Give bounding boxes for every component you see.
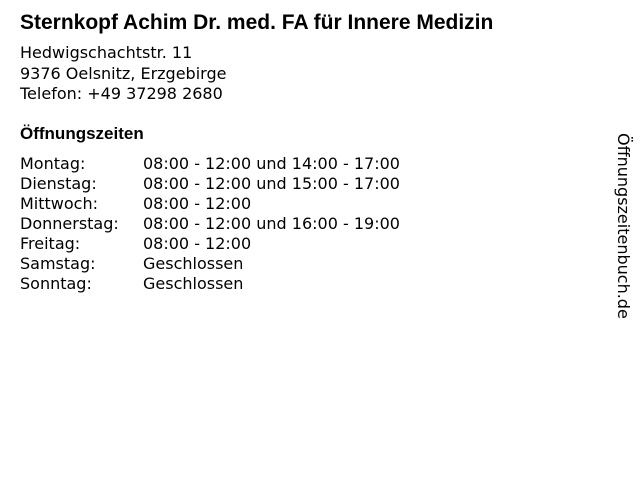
time-value: Geschlossen (143, 254, 244, 273)
business-name: Sternkopf Achim Dr. med. FA für Innere Medizin (20, 11, 494, 34)
day-label: Samstag: (20, 254, 96, 273)
day-label: Freitag: (20, 234, 81, 253)
watermark (612, 133, 634, 363)
day-label: Sonntag: (20, 274, 92, 293)
time-value: 08:00 - 12:00 (143, 194, 252, 213)
city-address: 9376 Oelsnitz, Erzgebirge (20, 63, 227, 83)
time-value: 08:00 - 12:00 und 16:00 - 19:00 (143, 214, 400, 233)
time-value: 08:00 - 12:00 und 15:00 - 17:00 (143, 174, 400, 193)
time-value: Geschlossen (143, 274, 244, 293)
street-address: Hedwigschachtstr. 11 (20, 43, 193, 62)
day-label: Dienstag: (20, 174, 97, 193)
watermark-text: Öffnungszeitenbuch.de (614, 133, 633, 319)
address-block (20, 43, 226, 105)
opening-hours-heading: Öffnungszeiten (20, 124, 144, 143)
day-label: Mittwoch: (20, 194, 98, 213)
time-value: 08:00 - 12:00 und 14:00 - 17:00 (143, 154, 400, 173)
day-label: Montag: (20, 154, 86, 173)
day-label: Donnerstag: (20, 214, 119, 233)
phone-number: Telefon: +49 37298 2680 (20, 84, 223, 103)
time-value: 08:00 - 12:00 (143, 234, 252, 253)
